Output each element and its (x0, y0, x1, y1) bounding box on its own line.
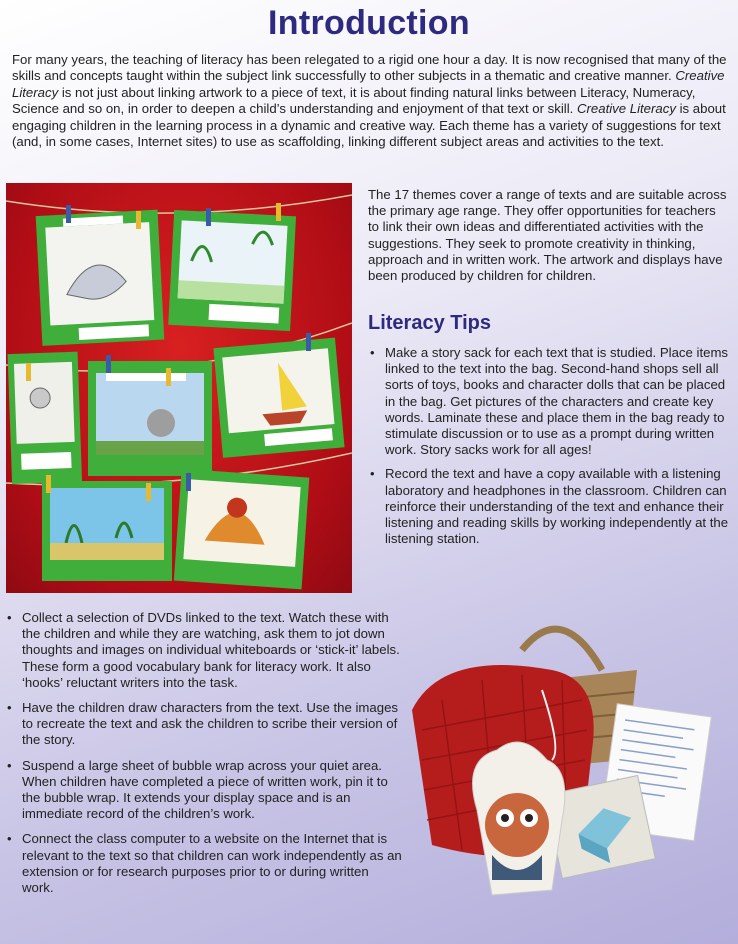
tip-text: Collect a selection of DVDs linked to the text. Watch these with the children and while they are watching, ask them to jot down thoughts and images on individual whiteboards or ‘stick-it’ labels. These form a good vocabulary bank for literacy work. It also ‘hooks’ reluctant writers into the task. (22, 610, 400, 690)
intro-emphasis-1: Creative Literacy (12, 68, 725, 100)
bullet-icon: • (7, 700, 12, 716)
themes-paragraph: The 17 themes cover a range of texts and are suitable across the primary age range. They offer opportunities for teachers to link their own ideas and differentiated activities with the suggestions. They seek to promote creativity in thinking, approach and in written work. The artwork and displays have been produced by children for children. (368, 187, 727, 284)
intro-text-1: For many years, the teaching of literacy has been relegated to a rigid one hour a day. It is now recognised that many of the skills and concepts taught within the subject link successfully to other subjects in a thematic and creative manner. (12, 52, 727, 84)
list-item (5, 700, 403, 749)
story-sack-illustration (402, 610, 722, 900)
artwork-display-photo (6, 183, 352, 593)
bullet-icon: • (370, 466, 375, 482)
literacy-tips-list (368, 345, 730, 555)
intro-paragraph (12, 52, 730, 150)
list-item (5, 831, 403, 896)
bullet-icon: • (370, 345, 375, 360)
additional-tips-list (5, 610, 403, 905)
tip-text: Have the children draw characters from the text. Use the images to recreate the text and ask the children to scribe their version of the story. (22, 700, 399, 748)
tip-text: Connect the class computer to a website on the Internet that is relevant to the text so that children can work independently as an extension or for research purposes prior to or during written work. (22, 831, 402, 896)
intro-emphasis-2: Creative Literacy (576, 101, 676, 117)
bullet-icon: • (7, 757, 12, 773)
list-item (368, 466, 730, 547)
intro-text-2: is not just about linking artwork to a piece of text, it is about finding natural links between Literacy, Numeracy, Science and so on, in order to deepen a child’s understanding and enjoyment of that text or skill. (12, 84, 696, 117)
list-item (5, 610, 403, 691)
artwork-display-illustration (6, 183, 352, 593)
tip-text: Record the text and have a copy available with a listening laboratory and headphones in the classroom. Children can reinforce their understanding of the text and enhance their listening and reading skills by working independently at the listening station. (385, 466, 729, 547)
list-item (5, 758, 403, 823)
tip-text: Make a story sack for each text that is studied. Place items linked to the text into the bag. Second-hand shops sell all sorts of toys, books and character dolls that can be placed in the bag. Get pictures of the characters and create key words. Laminate these and place them in the bag ready to stimulate discussion or to use as a prompt during written work. Story sacks work for all ages! (385, 345, 729, 458)
list-item (368, 345, 730, 458)
page-title: Introduction (268, 4, 470, 42)
bullet-icon: • (7, 831, 12, 847)
literacy-tips-heading: Literacy Tips (368, 312, 492, 334)
story-sack-photo (402, 610, 722, 900)
tip-text: Suspend a large sheet of bubble wrap across your quiet area. When children have completed a piece of written work, pin it to the bubble wrap. It extends your display space and is an immediate record of the children’s work. (22, 757, 388, 822)
bullet-icon: • (7, 610, 12, 625)
intro-text-3: is about engaging children in the learning process in a dynamic and creative way. Each theme has a variety of suggestions for text (and, in some cases, Internet sites) to use as scaffolding, linking different subject areas and activities to the text. (12, 101, 726, 150)
